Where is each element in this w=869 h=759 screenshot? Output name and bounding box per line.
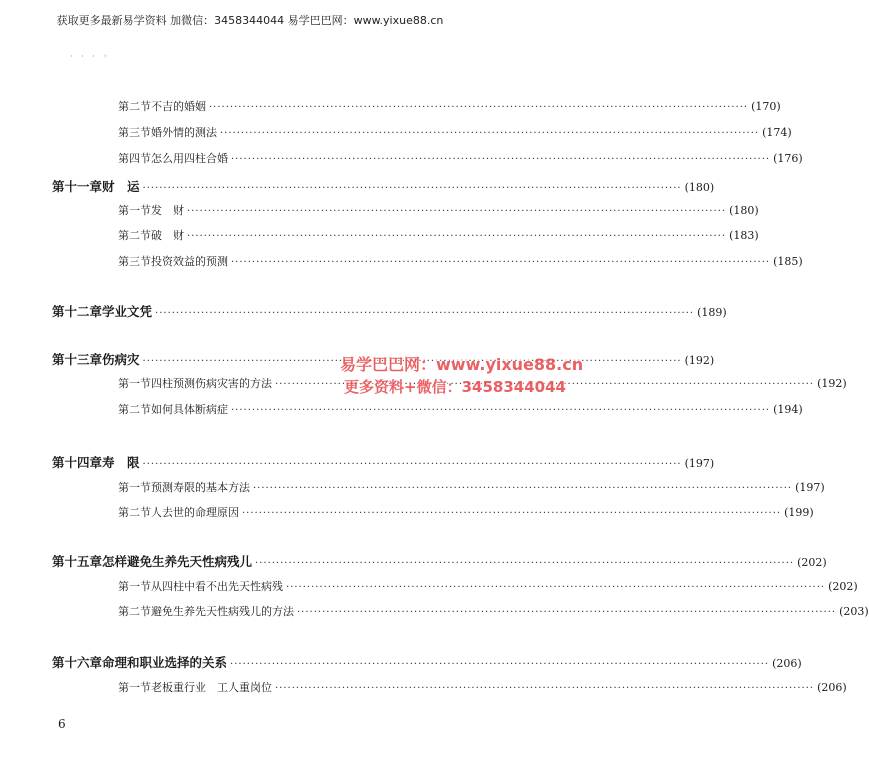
toc-chapter[interactable] [52, 453, 715, 471]
toc-number: 第二节 [118, 403, 151, 416]
toc-page: (192) [684, 354, 715, 367]
toc-title: 预测寿限的基本方法 [151, 481, 250, 494]
dot-leader [209, 102, 748, 113]
toc-page: (197) [684, 457, 715, 470]
toc-number: 第一节 [118, 580, 151, 593]
dot-leader [297, 607, 836, 618]
toc-title: 伤病灾 [102, 352, 140, 367]
dot-leader [231, 257, 770, 268]
toc-number: 第二节 [118, 100, 151, 113]
dot-leader [155, 308, 694, 319]
toc-number: 第一节 [118, 377, 151, 390]
dot-leader [230, 659, 769, 670]
dot-leader [253, 483, 792, 494]
toc-page: (194) [773, 403, 803, 416]
toc-entry[interactable] [118, 150, 803, 166]
toc-number: 第十二章 [52, 304, 103, 319]
toc-chapter[interactable] [52, 552, 827, 570]
toc-title: 人去世的命理原因 [151, 506, 239, 519]
toc-number: 第一节 [118, 681, 151, 694]
toc-page: (197) [795, 481, 825, 494]
toc-page: (203) [839, 605, 869, 618]
toc-page: (185) [773, 255, 803, 268]
watermark-contact: 更多资料+微信：3458344044 [344, 378, 566, 396]
toc-number: 第一节 [118, 204, 151, 217]
toc-page: (202) [797, 556, 827, 569]
toc-number: 第二节 [118, 506, 151, 519]
scan-specks: · · · ◦ [70, 52, 111, 61]
toc-title: 破 财 [151, 229, 184, 242]
watermark-site: 易学巴巴网：www.yixue88.cn [340, 355, 584, 374]
toc-number: 第三节 [118, 126, 151, 139]
toc-title: 如何具体断病症 [151, 403, 228, 416]
toc-title: 不吉的婚姻 [151, 100, 206, 113]
toc-page: (199) [784, 506, 814, 519]
dot-leader [231, 154, 770, 165]
dot-leader [286, 582, 825, 593]
toc-page: (189) [697, 306, 727, 319]
toc-page: (206) [772, 657, 802, 670]
toc-page: (180) [729, 204, 759, 217]
dot-leader [143, 183, 682, 194]
page-number: 6 [58, 717, 66, 731]
toc-page: (174) [762, 126, 792, 139]
toc-page: (202) [828, 580, 858, 593]
toc-entry[interactable] [118, 253, 803, 269]
toc-chapter[interactable] [52, 653, 802, 671]
dot-leader [231, 405, 770, 416]
toc-entry[interactable] [118, 603, 869, 619]
dot-leader [242, 508, 781, 519]
toc-title: 怎么用四柱合婚 [151, 152, 228, 165]
toc-title: 老板重行业 工人重岗位 [151, 681, 272, 694]
toc-number: 第二节 [118, 605, 151, 618]
toc-number: 第十三章 [52, 352, 103, 367]
toc-title: 命理和职业选择的关系 [102, 655, 228, 670]
toc-entry[interactable] [118, 401, 803, 417]
toc-page: (176) [773, 152, 803, 165]
toc-number: 第三节 [118, 255, 151, 268]
toc-page: (206) [817, 681, 847, 694]
toc-entry[interactable] [118, 227, 759, 243]
toc-number: 第二节 [118, 229, 151, 242]
toc-title: 投资效益的预测 [151, 255, 228, 268]
toc-entry[interactable] [118, 98, 781, 114]
toc-title: 财 运 [102, 179, 140, 194]
toc-title: 避免生养先天性病残儿的方法 [151, 605, 294, 618]
toc-chapter[interactable] [52, 302, 727, 320]
toc-number: 第十六章 [52, 655, 103, 670]
toc-chapter[interactable] [52, 177, 715, 195]
toc-title: 学业文凭 [102, 304, 153, 319]
toc-title: 寿 限 [102, 455, 140, 470]
toc-title: 发 财 [151, 204, 184, 217]
toc-number: 第一节 [118, 481, 151, 494]
toc-entry[interactable] [118, 578, 858, 594]
toc-entry[interactable] [118, 679, 847, 695]
toc-title: 四柱预测伤病灾害的方法 [151, 377, 272, 390]
toc-title: 婚外情的测法 [151, 126, 217, 139]
toc-page: (170) [751, 100, 781, 113]
dot-leader [255, 558, 794, 569]
toc-entry[interactable] [118, 504, 814, 520]
toc-number: 第十四章 [52, 455, 103, 470]
toc-page: (183) [729, 229, 759, 242]
dot-leader [220, 128, 759, 139]
toc-number: 第十一章 [52, 179, 103, 194]
toc-number: 第四节 [118, 152, 151, 165]
toc-title: 怎样避免生养先天性病残儿 [102, 554, 253, 569]
dot-leader [275, 683, 814, 694]
toc-title: 从四柱中看不出先天性病残 [151, 580, 283, 593]
toc-page: (180) [684, 181, 715, 194]
dot-leader [187, 206, 726, 217]
page-header-banner: 获取更多最新易学资料 加微信：3458344044 易学巴巴网：www.yixue88.cn [56, 14, 444, 27]
toc-number: 第十五章 [52, 554, 103, 569]
toc-entry[interactable] [118, 479, 825, 495]
dot-leader [187, 231, 726, 242]
toc-page: (192) [817, 377, 847, 390]
toc-entry[interactable] [118, 202, 759, 218]
dot-leader [143, 459, 682, 470]
toc-entry[interactable] [118, 124, 792, 140]
